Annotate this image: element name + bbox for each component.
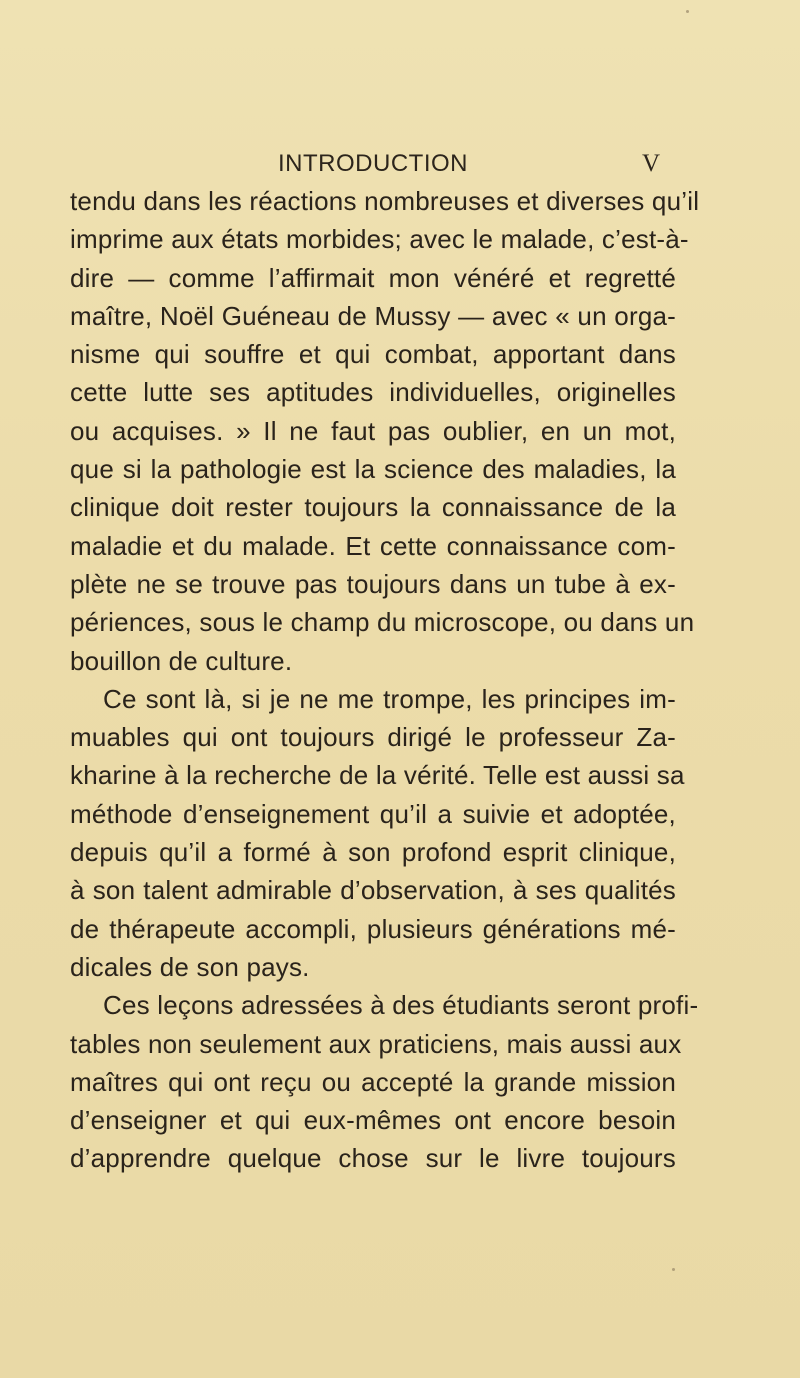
paragraph-1 (70, 182, 700, 680)
text-line: à son talent admirable d’observation, à ses qualités (70, 875, 676, 906)
text-line: plète ne se trouve pas toujours dans un tube à ex- (70, 568, 676, 599)
text-line: de thérapeute accompli, plusieurs générations mé- (70, 913, 676, 944)
text-line: tendu dans les réactions nombreuses et diverses qu’il (70, 186, 700, 216)
page-number: V (642, 150, 661, 177)
text-line: cette lutte ses aptitudes individuelles, originelles (70, 377, 676, 408)
running-head (0, 150, 800, 180)
text-line: d’enseigner et qui eux-mêmes ont encore besoin (70, 1105, 676, 1136)
text-line: bouillon de culture. (70, 645, 293, 676)
text-line: maîtres qui ont reçu ou accepté la grande mission (70, 1066, 676, 1097)
text-line: imprime aux états morbides; avec le malade, c’est-à- (70, 224, 689, 255)
text-line: Ces leçons adressées à des étudiants seront profi- (103, 990, 699, 1021)
paper-speck (686, 10, 689, 13)
text-line: méthode d’enseignement qu’il a suivie et adoptée, (70, 798, 676, 829)
body-text (70, 182, 700, 1178)
text-line: tables non seulement aux praticiens, mais aussi aux (70, 1028, 682, 1059)
paragraph-3 (70, 986, 699, 1177)
text-line: périences, sous le champ du microscope, ou dans un (70, 607, 695, 638)
text-line: Ce sont là, si je ne me trompe, les principes im- (103, 683, 676, 714)
running-head-title: INTRODUCTION (278, 150, 468, 177)
paper-speck (672, 1268, 675, 1271)
text-line: muables qui ont toujours dirigé le professeur Za- (70, 722, 676, 753)
paragraph-2 (70, 680, 685, 986)
text-line: clinique doit rester toujours la connaissance de la (70, 492, 676, 523)
text-line: kharine à la recherche de la vérité. Telle est aussi sa (70, 760, 685, 791)
text-line: ou acquises. » Il ne faut pas oublier, en un mot, (70, 415, 676, 446)
text-line: maître, Noël Guéneau de Mussy — avec « un orga- (70, 300, 676, 331)
text-line: que si la pathologie est la science des maladies, la (70, 454, 676, 485)
text-line: nisme qui souffre et qui combat, apportant dans (70, 339, 676, 370)
text-line: dire — comme l’affirmait mon vénéré et regretté (70, 262, 676, 293)
text-line: maladie et du malade. Et cette connaissance com- (70, 530, 676, 561)
text-line: d’apprendre quelque chose sur le livre toujours (70, 1143, 676, 1174)
text-line: depuis qu’il a formé à son profond esprit clinique, (70, 837, 676, 868)
text-line: dicales de son pays. (70, 951, 310, 982)
